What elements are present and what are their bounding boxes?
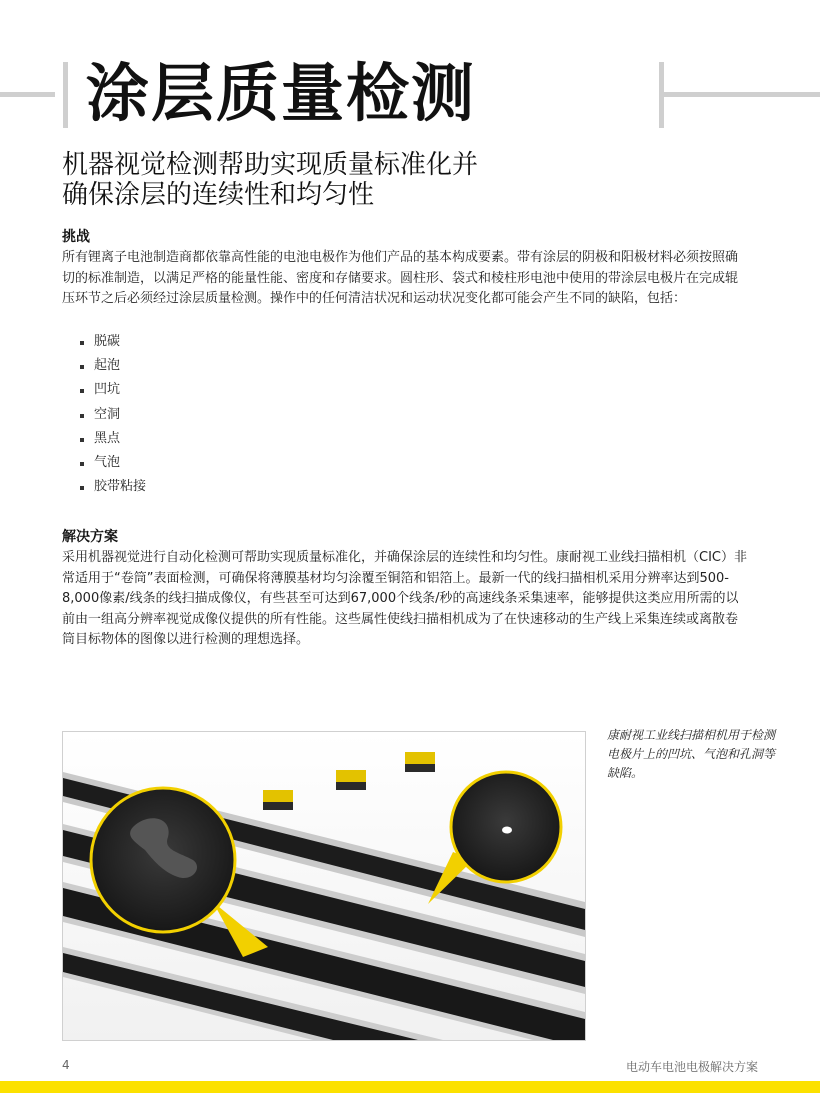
page-number: 4 [62, 1058, 70, 1072]
list-item: 脱碳 [80, 330, 146, 354]
page-subtitle [62, 150, 662, 210]
solution-heading: 解决方案 [62, 529, 118, 545]
header-rule-left [0, 92, 55, 97]
challenge-heading: 挑战 [62, 229, 90, 245]
header-rule-right [664, 92, 820, 97]
defect-list [80, 330, 146, 499]
inspection-illustration [62, 731, 586, 1041]
subtitle-line-1: 机器视觉检测帮助实现质量标准化并 [62, 150, 479, 180]
solution-paragraph: 采用机器视觉进行自动化检测可帮助实现质量标准化，并确保涂层的连续性和均匀性。康耐视工业线扫描相机（CIC）非常适用于“卷筒”表面检测，可确保将薄膜基材均匀涂覆至铜箔和铝箔上。最新一代的线扫描相机采用分辨率达到500-8,000像素/线条的线扫描成像仪，有些甚至可达到67,000个线条/秒的高速线条采集速率，能够提供这类应用所需的以前由一组高分辨率视觉成像仪提供的所有性能。这些属性使线扫描相机成为了在快速移动的生产线上采集连续或离散卷筒目标物体的图像以进行检测的理想选择。 [62, 550, 747, 647]
subtitle-line-2: 确保涂层的连续性和均匀性 [62, 180, 375, 210]
list-item: 空洞 [80, 403, 146, 427]
list-item: 凹坑 [80, 378, 146, 402]
figure-caption: 康耐视工业线扫描相机用于检测电极片上的凹坑、气泡和孔洞等缺陷。 [607, 728, 776, 780]
document-title: 电动车电池电极解决方案 [625, 1060, 758, 1074]
title-bracket-left [63, 62, 68, 128]
list-item: 起泡 [80, 354, 146, 378]
list-item: 气泡 [80, 451, 146, 475]
footer-bar [0, 1081, 820, 1093]
challenge-paragraph: 所有锂离子电池制造商都依靠高性能的电池电极作为他们产品的基本构成要素。带有涂层的阴极和阳极材料必须按照确切的标准制造，以满足严格的能量性能、密度和存储要求。圆柱形、袋式和棱柱形电池中使用的带涂层电极片在完成辊压环节之后必须经过涂层质量检测。操作中的任何清洁状况和运动状况变化都可能会产生不同的缺陷，包括： [62, 250, 739, 306]
page-title: 涂层质量检测 [86, 57, 476, 130]
list-item: 胶带粘接 [80, 475, 146, 499]
list-item: 黑点 [80, 427, 146, 451]
line-scan-camera-icon [336, 770, 366, 790]
line-scan-camera-icon [405, 752, 435, 772]
line-scan-camera-icon [263, 790, 293, 810]
